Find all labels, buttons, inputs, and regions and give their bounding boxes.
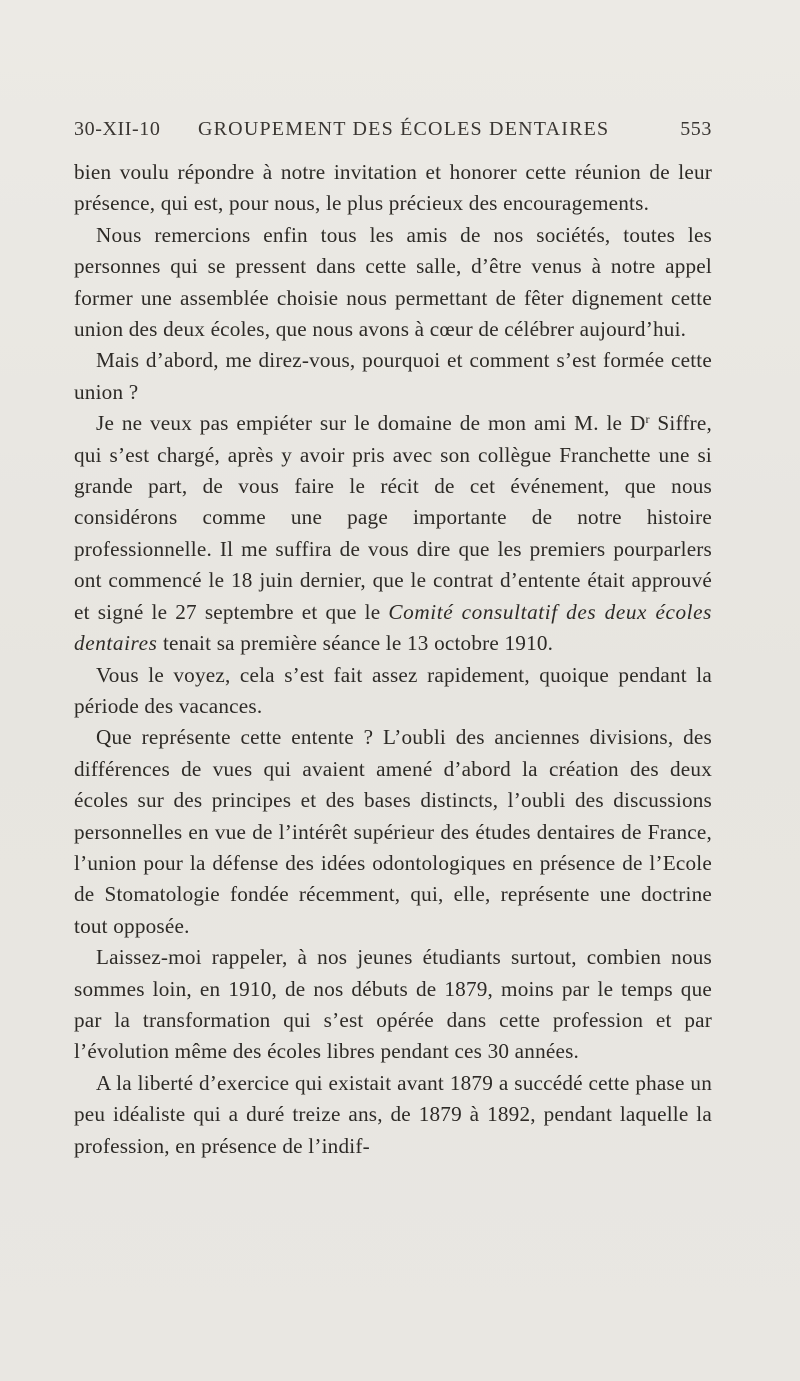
paragraph-8: A la liberté d’exercice qui existait avant 1879 a succédé cette phase un peu idéaliste qui a duré treize ans, de 1879 à 1892, pendant laquelle la profession, en présence de l’indif- xyxy=(74,1070,712,1158)
committee-name-italic: Comité consultatif des deux écoles dentaires xyxy=(74,599,712,656)
paragraph-4-part-a: Je ne veux pas empiéter sur le domaine de mon ami M. le D xyxy=(96,411,646,436)
paragraph-2: Nous remercions enfin tous les amis de nos sociétés, toutes les personnes qui se pressent dans cette salle, d’être venus à notre appel former une assemblée choisie nous permettant de fêter dignement cette union des deux écoles, que nous avons à cœur de célébrer aujourd’hui. xyxy=(74,222,712,342)
paragraph-4-part-b: Siffre, qui s’est chargé, après y avoir pris avec son collègue Franchette une si grande part, de vous faire le récit de cet événement, que nous considérons comme une page importante de notre histoire professionnelle. Il me suffira de vous dire que les premiers pourparlers ont commencé le 18 juin dernier, que le contrat d’entente était approuvé et signé le 27 septembre et que le xyxy=(74,411,712,624)
paragraph-7: Laissez-moi rappeler, à nos jeunes étudiants surtout, combien nous sommes loin, en 1910, de nos débuts de 1879, moins par le temps que par la transformation qui s’est opérée dans cette profession et par l’évolution même des écoles libres pendant ces 30 années. xyxy=(74,945,712,1064)
paragraph-1: bien voulu répondre à notre invitation et honorer cette réunion de leur présence, qui est, pour nous, le plus précieux des encouragements. xyxy=(74,160,712,216)
running-head-title: GROUPEMENT DES ÉCOLES DENTAIRES xyxy=(198,118,610,140)
body-text xyxy=(74,157,712,1162)
running-head-date: 30-XII-10 xyxy=(74,118,161,140)
paragraph-4 xyxy=(74,408,712,659)
page-number: 553 xyxy=(680,118,712,140)
running-head xyxy=(74,118,714,150)
paragraph-6: Que représente cette entente ? L’oubli des anciennes divisions, des différences de vues qui avaient amené d’abord la création des deux écoles sur des principes et des bases distincts, l’oubli des discussions personnelles en vue de l’intérêt supérieur des études dentaires de France, l’union pour la défense des idées odontologiques en présence de l’Ecole de Stomatologie fondée récemment, qui, elle, représente une doctrine tout opposée. xyxy=(74,725,712,938)
doctor-abbrev-superscript: r xyxy=(645,412,650,427)
paragraph-4-part-c: tenait sa première séance le 13 octobre 1910. xyxy=(157,631,554,656)
paragraph-5: Vous le voyez, cela s’est fait assez rapidement, quoique pendant la période des vacances. xyxy=(74,662,712,718)
paragraph-3: Mais d’abord, me direz-vous, pourquoi et comment s’est formée cette union ? xyxy=(74,348,712,404)
